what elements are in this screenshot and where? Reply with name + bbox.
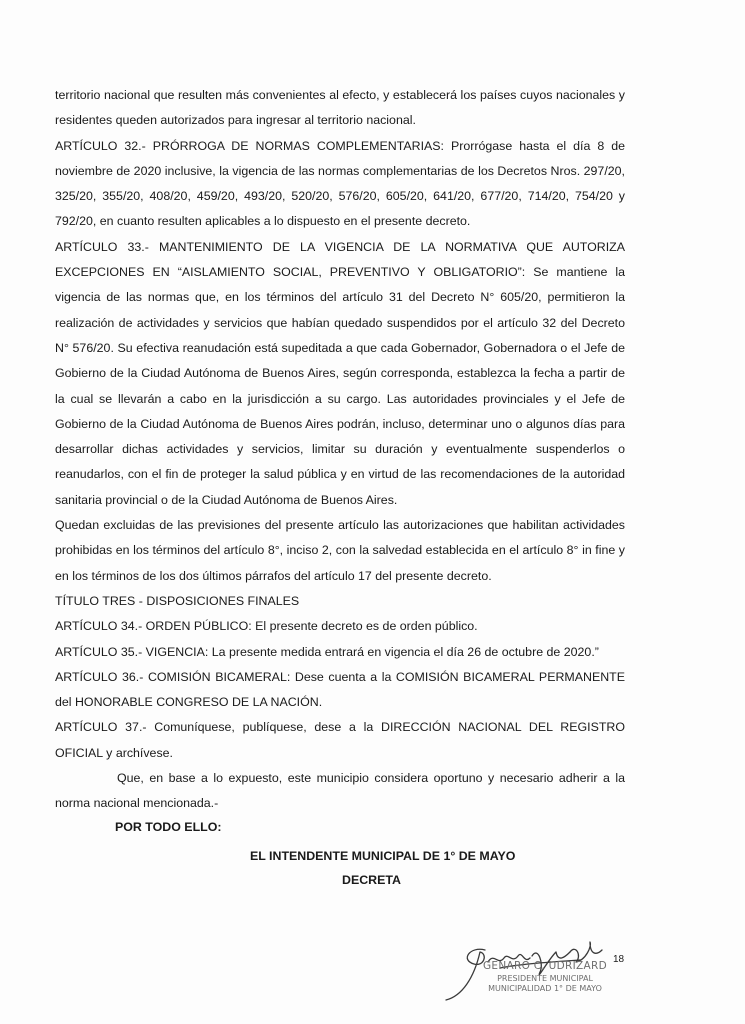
paragraph: territorio nacional que resulten más convenientes al efecto, y establecerá los países cuyos nacionales y residentes queden autorizados para ingresar al territorio nacional. — [55, 88, 625, 128]
paragraph: TÍTULO TRES - DISPOSICIONES FINALES — [55, 593, 300, 608]
paragraph: ARTÍCULO 34.- ORDEN PÚBLICO: El presente decreto es de orden público. — [55, 619, 478, 634]
intendente-heading: EL INTENDENTE MUNICIPAL DE 1° DE MAYO — [250, 849, 516, 863]
paragraph: Quedan excluidas de las previsiones del presente artículo las autorizaciones que habilitan actividades prohibidas en los términos del artículo 8°, inciso 2, con la salvedad establecida en el artículo 8° in fine y en los términos de los dos últimos párrafos del artículo 17 del presente decreto. — [55, 518, 625, 583]
paragraph: Que, en base a lo expuesto, este municipio considera oportuno y necesario adherir a la norma nacional mencionada.- — [55, 771, 625, 811]
signature-stamp — [440, 938, 615, 1018]
official-stamp — [480, 960, 610, 993]
paragraph: ARTÍCULO 33.- MANTENIMIENTO DE LA VIGENCIA DE LA NORMATIVA QUE AUTORIZA EXCEPCIONES EN “AISLAMIENTO SOCIAL, PREVENTIVO Y OBLIGATORIO”: Se mantiene la vigencia de las normas que, en los términos del artículo 31 del Decreto N° 605/20, permitieron la realización de actividades y servicios que habían quedado suspendidos por el artículo 32 del Decreto N° 576/20. Su efectiva reanudación está supeditada a que cada Gobernador, Gobernadora o el Jefe de Gobierno de la Ciudad Autónoma de Buenos Aires, según corresponda, establezca la fecha a partir de la cual se llevarán a cabo en la jurisdicción a su cargo. Las autoridades provinciales y el Jefe de Gobierno de la Ciudad Autónoma de Buenos Aires podrán, incluso, determinar uno o algunos días para desarrollar dichas actividades y servicios, limitar su duración y eventualmente suspenderlos o reanudarlos, con el fin de proteger la salud pública y en virtud de las recomendaciones de la autoridad sanitaria provincial o de la Ciudad Autónoma de Buenos Aires. — [55, 239, 625, 507]
stamp-municipality: MUNICIPALIDAD 1° DE MAYO — [488, 984, 602, 993]
por-todo-ello-heading: POR TODO ELLO: — [115, 820, 222, 834]
paragraph: ARTÍCULO 37.- Comuníquese, publíquese, dese a la DIRECCIÓN NACIONAL DEL REGISTRO OFICIAL y archívese. — [55, 720, 625, 760]
stamp-name: GENARO C. UDRIZARD — [482, 960, 608, 972]
page-number: 18 — [613, 954, 625, 965]
decreta-heading: DECRETA — [342, 873, 401, 887]
paragraph: ARTÍCULO 32.- PRÓRROGA DE NORMAS COMPLEMENTARIAS: Prorrógase hasta el día 8 de noviembre de 2020 inclusive, la vigencia de las normas complementarias de los Decretos Nros. 297/20, 325/20, 355/20, 408/20, 459/20, 493/20, 520/20, 576/20, 605/20, 641/20, 677/20, 714/20, 754/20 y 792/20, en cuanto resulten aplicables a lo dispuesto en el presente decreto. — [55, 138, 625, 229]
stamp-role: PRESIDENTE MUNICIPAL — [497, 974, 593, 983]
document-body — [55, 83, 625, 817]
paragraph: ARTÍCULO 36.- COMISIÓN BICAMERAL: Dese cuenta a la COMISIÓN BICAMERAL PERMANENTE del HONORABLE CONGRESO DE LA NACIÓN. — [55, 669, 625, 710]
paragraph: ARTÍCULO 35.- VIGENCIA: La presente medida entrará en vigencia el día 26 de octubre de 2020.” — [55, 644, 599, 659]
